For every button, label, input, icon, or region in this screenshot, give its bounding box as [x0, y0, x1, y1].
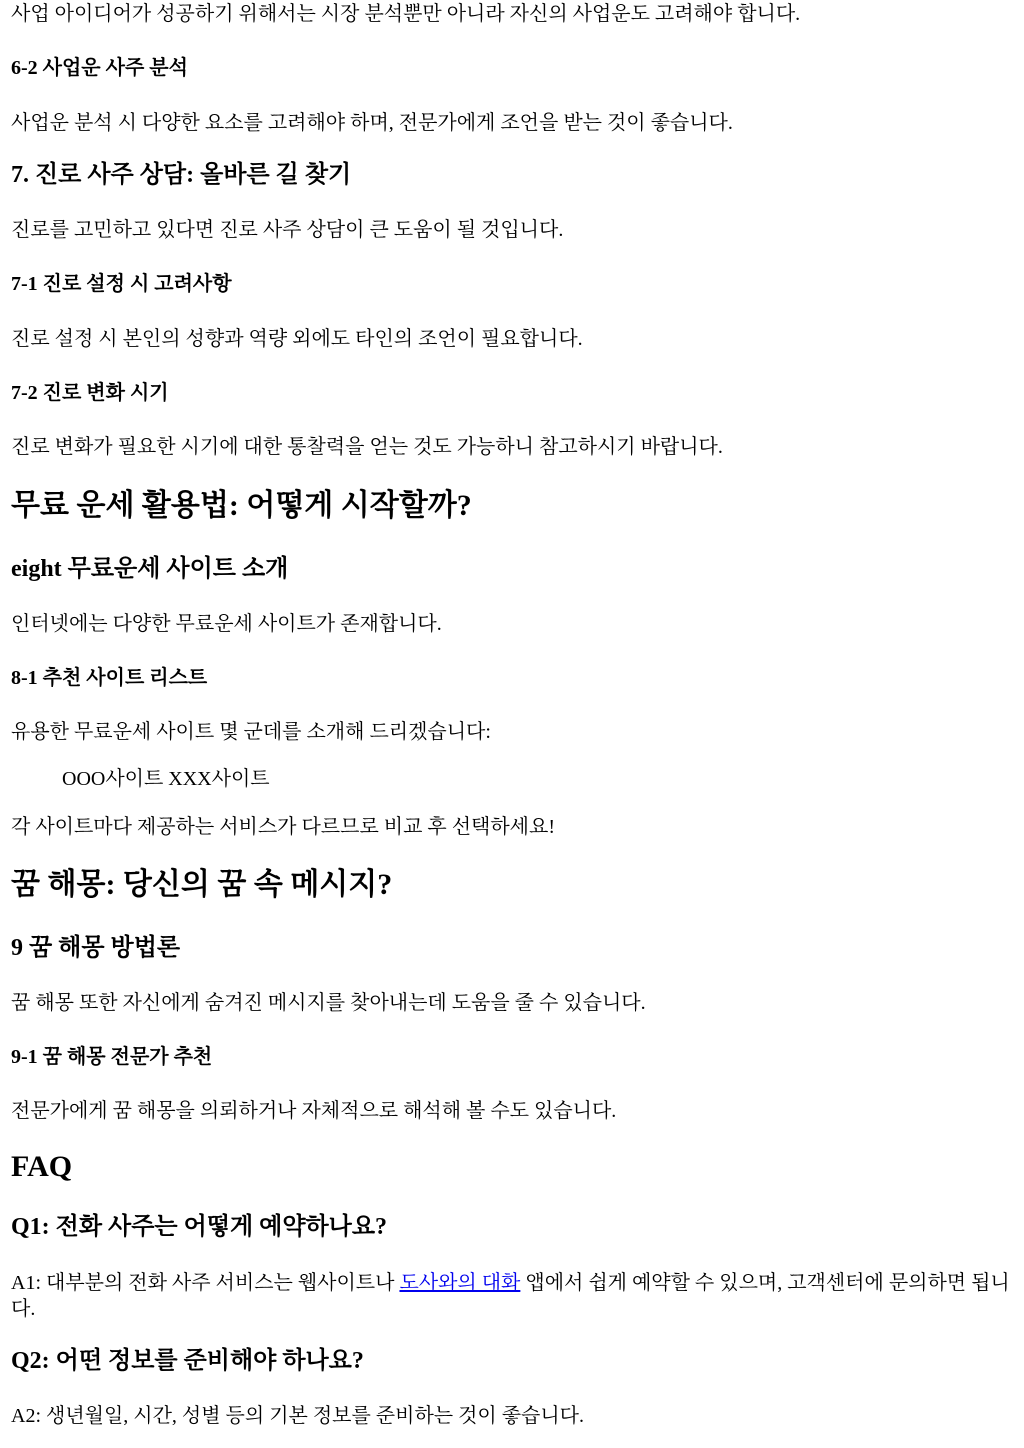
paragraph-7-1: 진로 설정 시 본인의 성향과 역량 외에도 타인의 조언이 필요합니다.	[11, 328, 583, 350]
faq-answer-1	[11, 1270, 1010, 1322]
paragraph-8-1-after: 각 사이트마다 제공하는 서비스가 다르므로 비교 후 선택하세요!	[11, 816, 555, 838]
heading-8-1: 8-1 추천 사이트 리스트	[11, 667, 208, 689]
heading-faq: FAQ	[11, 1150, 73, 1183]
heading-8: eight 무료운세 사이트 소개	[11, 556, 289, 582]
faq-answer-1-end: 앱에서 쉽게 예약할 수 있으며, 고객센터에 문의하면 됩니다.	[11, 1272, 1010, 1320]
heading-free-fortune: 무료 운세 활용법: 어떻게 시작할까?	[11, 489, 472, 522]
heading-6-2: 6-2 사업운 사주 분석	[11, 57, 188, 79]
heading-dream: 꿈 해몽: 당신의 꿈 속 메시지?	[11, 868, 393, 901]
paragraph-8-1: 유용한 무료운세 사이트 몇 군데를 소개해 드리겠습니다:	[11, 721, 491, 743]
heading-7-2: 7-2 진로 변화 시기	[11, 382, 169, 404]
paragraph-7: 진로를 고민하고 있다면 진로 사주 상담이 큰 도움이 될 것입니다.	[11, 219, 564, 241]
heading-9-1: 9-1 꿈 해몽 전문가 추천	[11, 1046, 213, 1068]
intro-paragraph: 사업 아이디어가 성공하기 위해서는 시장 분석뿐만 아니라 자신의 사업운도 고려해야 합니다.	[11, 3, 801, 25]
paragraph-9: 꿈 해몽 또한 자신에게 숨겨진 메시지를 찾아내는데 도움을 줄 수 있습니다.	[11, 992, 646, 1014]
paragraph-8: 인터넷에는 다양한 무료운세 사이트가 존재합니다.	[11, 613, 442, 635]
heading-9: 9 꿈 해몽 방법론	[11, 935, 181, 961]
faq-question-2: Q2: 어떤 정보를 준비해야 하나요?	[11, 1348, 364, 1374]
heading-7: 7. 진로 사주 상담: 올바른 길 찾기	[11, 162, 352, 188]
faq-answer-1-start: A1: 대부분의 전화 사주 서비스는 웹사이트나	[11, 1272, 400, 1294]
site-list: OOO사이트 XXX사이트	[62, 768, 270, 790]
dosa-conversation-link[interactable]: 도사와의 대화	[399, 1272, 521, 1294]
heading-7-1: 7-1 진로 설정 시 고려사항	[11, 273, 232, 295]
paragraph-9-1: 전문가에게 꿈 해몽을 의뢰하거나 자체적으로 해석해 볼 수도 있습니다.	[11, 1100, 617, 1122]
paragraph-6-2: 사업운 분석 시 다양한 요소를 고려해야 하며, 전문가에게 조언을 받는 것이 좋습니다.	[11, 112, 733, 134]
paragraph-7-2: 진로 변화가 필요한 시기에 대한 통찰력을 얻는 것도 가능하니 참고하시기 바랍니다.	[11, 436, 723, 458]
faq-question-1: Q1: 전화 사주는 어떻게 예약하나요?	[11, 1214, 388, 1240]
faq-answer-2: A2: 생년월일, 시간, 성별 등의 기본 정보를 준비하는 것이 좋습니다.	[11, 1405, 584, 1427]
